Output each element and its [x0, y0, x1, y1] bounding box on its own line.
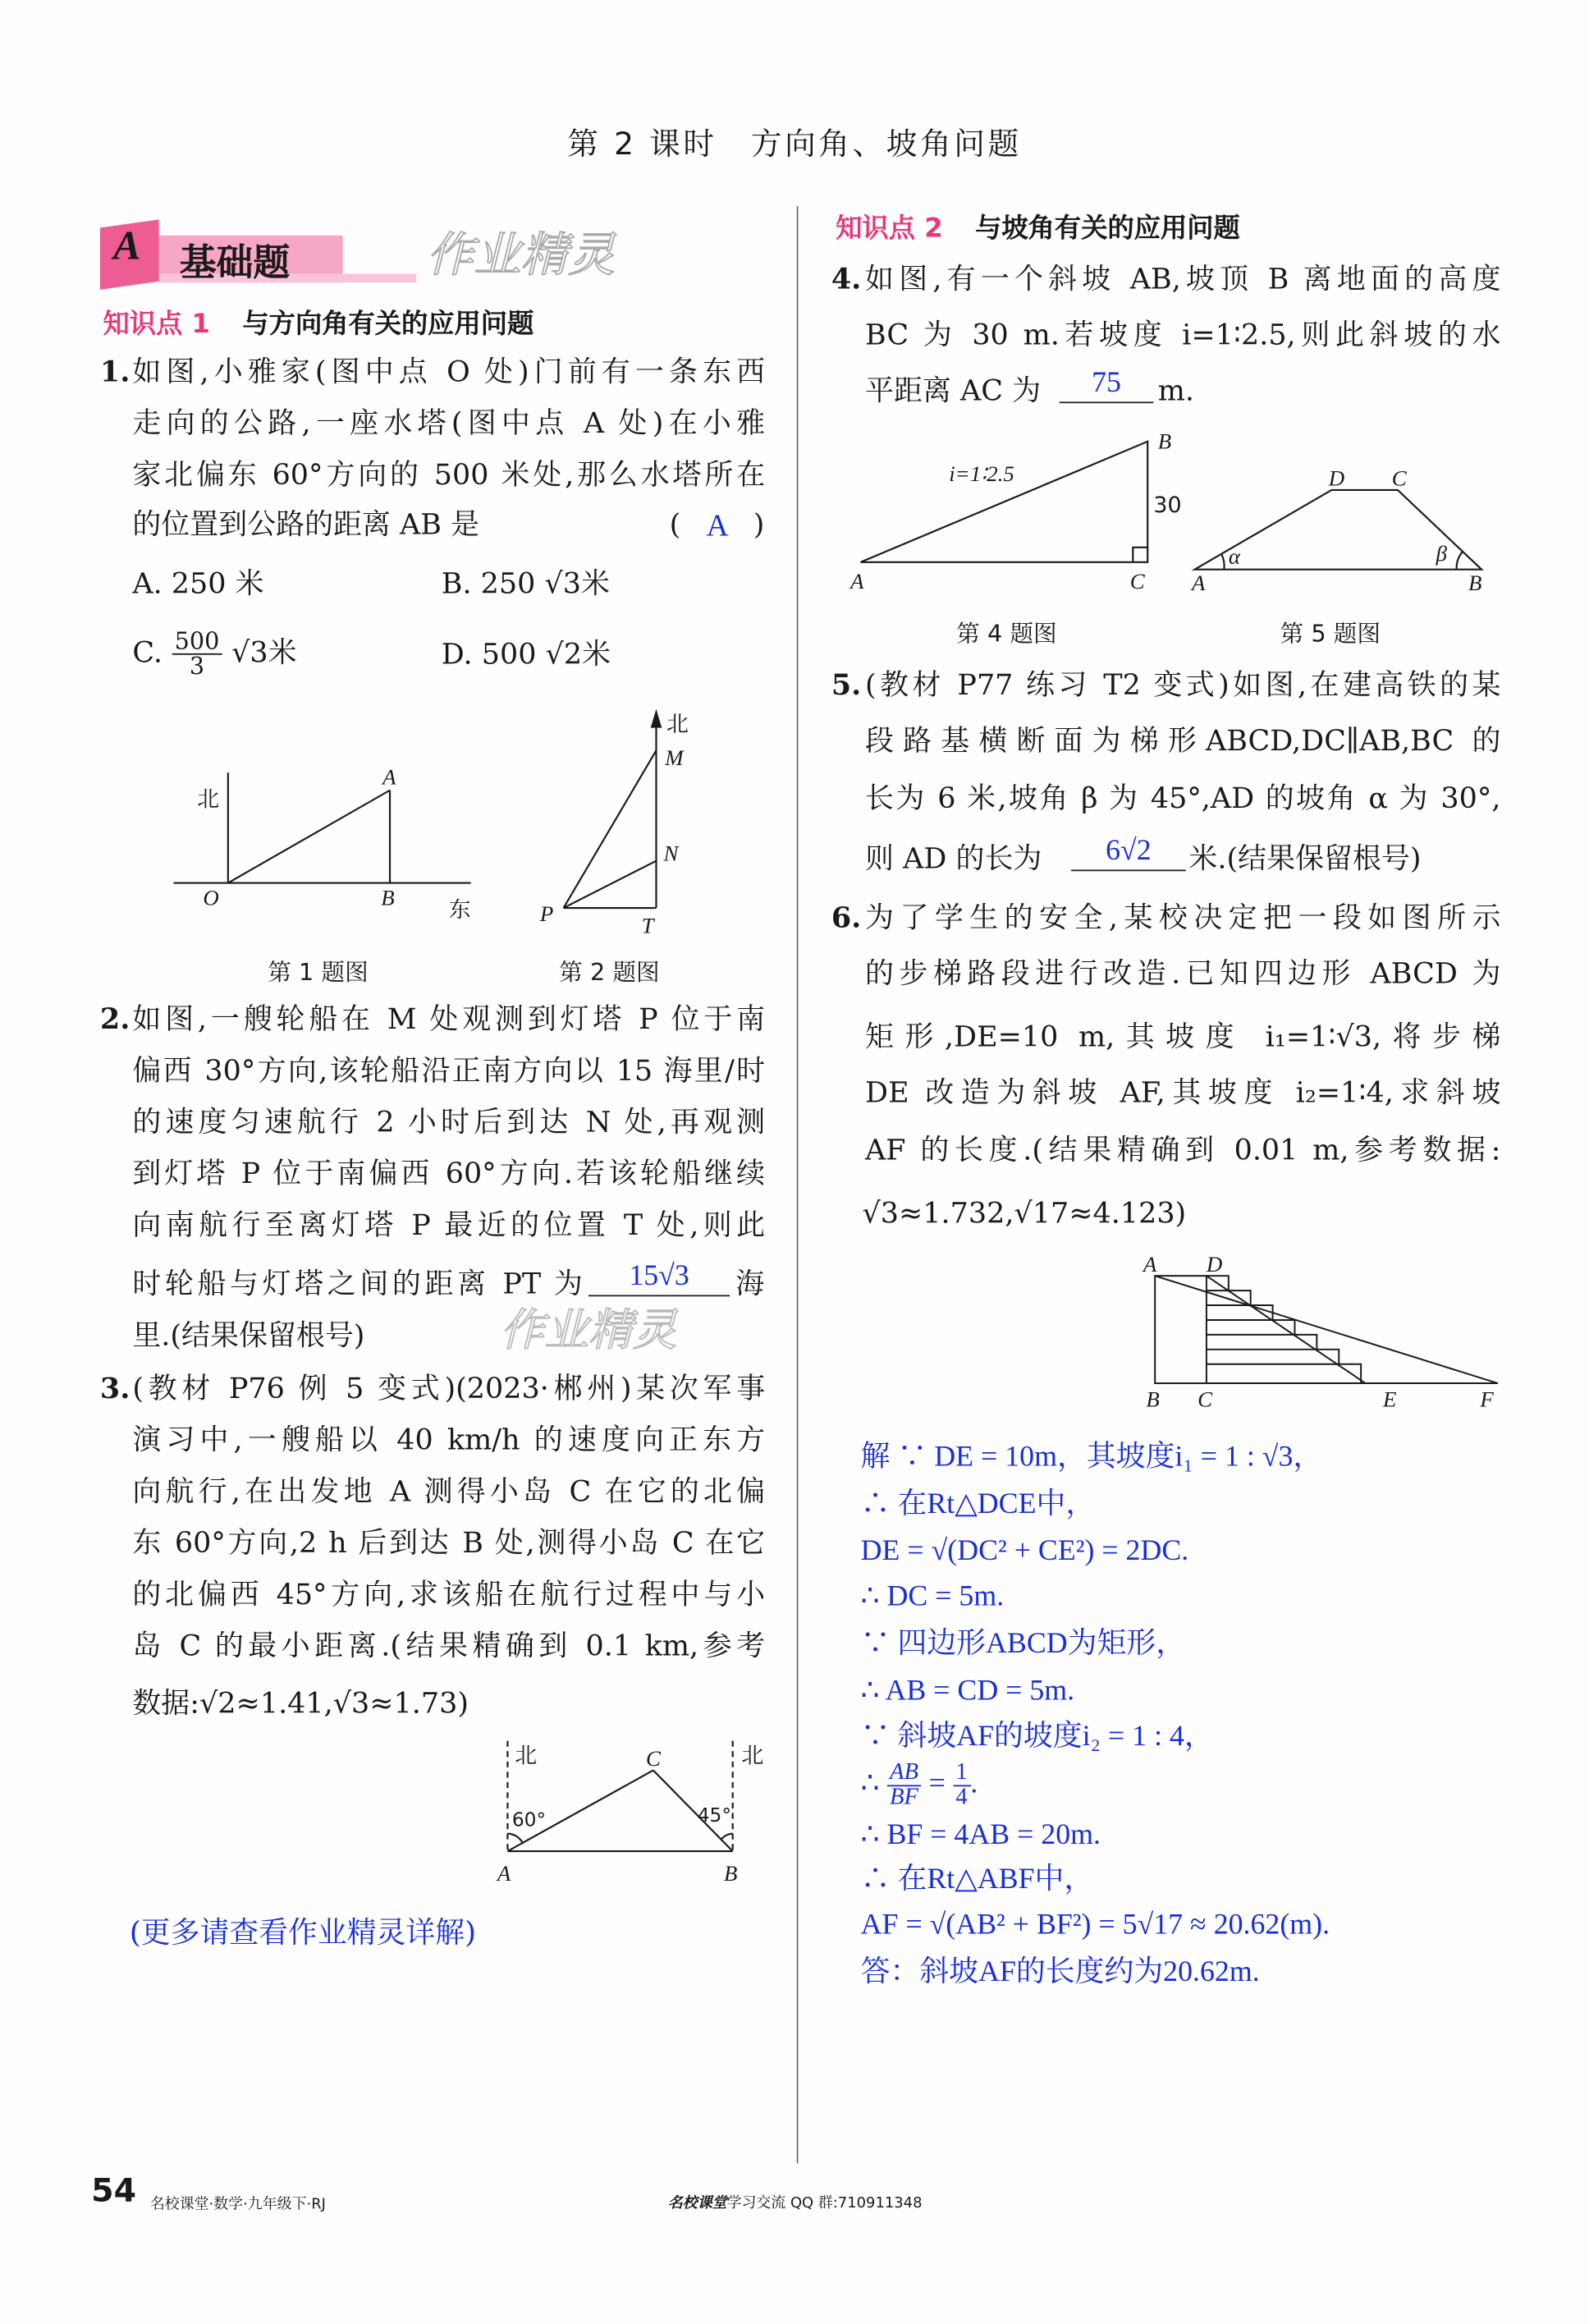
fig1-north: 北 — [197, 786, 220, 813]
q1-line: 家北偏东 60°方向的 500 米处,那么水塔所在 — [132, 457, 766, 492]
watermark: 作业精灵 — [426, 227, 616, 283]
q1-line: 的位置到公路的距离 AB 是 — [132, 507, 480, 542]
fig6-label-C: C — [1197, 1387, 1213, 1412]
kp2-tag: 知识点 2 — [836, 213, 943, 245]
fig4-label-C: C — [1129, 569, 1145, 594]
period: . — [970, 1767, 978, 1800]
solution-line: ∵ 斜坡AF的坡度i₂ = 1 : 4， — [860, 1720, 1214, 1753]
brand-logo: 名校课堂 — [667, 2195, 727, 2212]
solution-line: ∴ 在Rt△ABF中， — [860, 1863, 1094, 1895]
solution-fraction-line — [861, 1757, 978, 1810]
q1-number: 1. — [99, 355, 131, 389]
q1-paren-close: ) — [753, 507, 765, 542]
fig1-label-O: O — [203, 885, 219, 910]
q4-line: BC 为 30 m.若坡度 i=1∶2.5,则此斜坡的水 — [865, 318, 1501, 352]
angle-arc-B — [721, 1834, 732, 1840]
q2-line: 向南航行至离灯塔 P 最近的位置 T 处,则此 — [132, 1208, 766, 1242]
slope-triangle — [861, 442, 1148, 562]
q1-answer: A — [706, 507, 729, 543]
fig3-label-A: A — [497, 1860, 511, 1886]
fig2-label-T: T — [641, 913, 654, 938]
q3-line: 东 60°方向,2 h 后到达 B 处,测得小岛 C 在它 — [132, 1525, 766, 1561]
q2-last-line: 里.(结果保留根号) — [132, 1318, 365, 1353]
fig5-beta: β — [1436, 540, 1447, 566]
fig4-caption: 第 4 题图 — [956, 619, 1057, 648]
angle-arc-A — [507, 1834, 522, 1843]
solution-line: 解 ∵ DE = 10m，其坡度i₁ = 1 : √3， — [860, 1440, 1323, 1474]
kp1-title: 与方向角有关的应用问题 — [242, 309, 534, 341]
kp1-tag: 知识点 1 — [103, 309, 210, 341]
q5-number: 5. — [831, 667, 862, 703]
fig4-height: 30 — [1153, 492, 1182, 518]
q4-line: 平距离 AC 为 — [865, 374, 1042, 408]
q5-after: 米.(结果保留根号) — [1188, 841, 1422, 876]
q6-line: AF 的长度.(结果精确到 0.01 m,参考数据: — [865, 1133, 1501, 1167]
watermark: 作业精灵 — [500, 1305, 677, 1357]
q5-line: (教材 P77 练习 T2 变式)如图,在建高铁的某 — [865, 667, 1501, 703]
solution-line: ∴ DC = 5m. — [860, 1580, 1005, 1613]
fig5-label-A: A — [1191, 570, 1206, 595]
fig3-label-C: C — [645, 1746, 661, 1772]
angle-arc-beta — [1457, 552, 1463, 570]
q2-answer-blank: 15√3 — [588, 1257, 730, 1296]
fig1-caption: 第 1 题图 — [268, 957, 369, 987]
numerator: AB — [886, 1762, 921, 1786]
fig6-label-F: F — [1480, 1387, 1494, 1412]
fig2-caption: 第 2 题图 — [559, 957, 660, 987]
knowledge-point-2 — [836, 208, 1240, 246]
figure-3 — [507, 1741, 732, 1851]
q4-answer-blank: 75 — [1060, 364, 1154, 403]
denominator: BF — [890, 1785, 919, 1810]
fraction-AB-BF — [886, 1759, 921, 1810]
q1-paren-open: ( — [669, 507, 681, 542]
right-angle-mark — [1133, 548, 1147, 562]
segment-DE — [1207, 1276, 1366, 1383]
fig3-north-left: 北 — [515, 1743, 538, 1769]
page-number: 54 — [91, 2173, 137, 2211]
section-letter: A — [113, 223, 141, 270]
fig6-label-D: D — [1206, 1251, 1223, 1277]
kp2-title: 与坡角有关的应用问题 — [975, 213, 1240, 245]
q3-line: (教材 P76 例 5 变式)(2023·郴州)某次军事 — [132, 1371, 766, 1405]
q6-number: 6. — [831, 901, 862, 935]
q3-line: 向航行,在出发地 A 测得小岛 C 在它的北偏 — [132, 1474, 766, 1509]
option-c-prefix: C. — [132, 635, 163, 670]
fig4-label-A: A — [850, 569, 864, 594]
fig1-label-B: B — [381, 885, 395, 910]
q4-after: m. — [1157, 374, 1195, 408]
fig2-label-M: M — [665, 745, 684, 771]
solution-line: ∴ 在Rt△DCE中， — [860, 1487, 1096, 1520]
q2-line: 偏西 30°方向,该轮船沿正南方向以 15 海里/时 — [132, 1053, 766, 1088]
fig5-label-B: B — [1468, 570, 1482, 595]
q6-line: 的步梯路段进行改造.已知四边形 ABCD 为 — [865, 956, 1501, 991]
fig3-angle-45: 45° — [697, 1804, 731, 1827]
fig1-label-A: A — [382, 764, 396, 790]
rectangle-ABCD — [1155, 1276, 1207, 1383]
book-title: 名校课堂·数学·九年级下·RJ — [149, 2197, 326, 2214]
figure-2 — [564, 713, 661, 908]
fig5-alpha: α — [1228, 543, 1240, 569]
q4-line: 如图,有一个斜坡 AB,坡顶 B 离地面的高度 — [865, 262, 1501, 296]
numerator: 500 — [172, 630, 222, 654]
q5-answer-blank: 6√2 — [1071, 832, 1186, 871]
solution-line: 答：斜坡AF的长度约为20.62m. — [860, 1955, 1260, 1988]
q6-line: 矩形,DE=10 m,其坡度 i₁=1∶√3,将步梯 — [865, 1020, 1501, 1054]
q2-line: 如图,一艘轮船在 M 处观测到灯塔 P 位于南 — [132, 1002, 766, 1036]
fig3-north-right: 北 — [741, 1743, 764, 1769]
q6-line: DE 改造为斜坡 AF,其坡度 i₂=1∶4,求斜坡 — [865, 1075, 1501, 1110]
solution-line: AF = √(AB² + BF²) = 5√17 ≈ 20.62(m). — [860, 1908, 1330, 1941]
q1-option-d: D. 500 √2米 — [441, 637, 611, 672]
section-label: 基础题 — [179, 241, 291, 284]
denominator: 4 — [955, 1785, 968, 1810]
angle-arc-alpha — [1221, 553, 1225, 570]
fig1-east: 东 — [448, 896, 471, 923]
solution-line: ∵ 四边形ABCD为矩形， — [860, 1627, 1186, 1661]
fraction-1-4 — [953, 1759, 971, 1810]
q3-line: 的北偏西 45°方向,求该船在航行过程中与小 — [132, 1577, 766, 1611]
q3-line: 演习中,一艘船以 40 km/h 的速度向正东方 — [132, 1423, 766, 1457]
q1-option-a: A. 250 米 — [132, 566, 264, 601]
fig3-angle-60: 60° — [511, 1808, 547, 1831]
fig4-label-B: B — [1157, 429, 1172, 454]
fig6-label-E: E — [1383, 1387, 1397, 1412]
fig3-label-B: B — [723, 1860, 738, 1886]
q2-after: 海 — [735, 1267, 765, 1301]
q6-line: 为了学生的安全,某校决定把一段如图所示 — [865, 901, 1501, 935]
denominator: 3 — [189, 652, 205, 681]
numerator: 1 — [953, 1762, 971, 1786]
q5-line: 长为 6 米,坡角 β 为 45°,AD 的坡角 α 为 30°, — [865, 781, 1501, 816]
q3-line: 岛 C 的最小距离.(结果精确到 0.1 km,参考 — [132, 1629, 766, 1663]
figure-4 — [861, 442, 1148, 562]
qq-group: 学习交流 QQ 群:710911348 — [726, 2195, 923, 2212]
solution-line: ∴ BF = 4AB = 20m. — [860, 1818, 1101, 1852]
q2-line: 的速度匀速航行 2 小时后到达 N 处,再观测 — [132, 1105, 766, 1139]
solution-line: DE = √(DC² + CE²) = 2DC. — [860, 1534, 1189, 1568]
q2-line: 到灯塔 P 位于南偏西 60°方向.若该轮船继续 — [132, 1156, 766, 1191]
fig2-north: 北 — [666, 711, 689, 737]
fig5-caption: 第 5 题图 — [1280, 619, 1381, 648]
more-solutions-link[interactable]: (更多请查看作业精灵详解) — [129, 1914, 477, 1950]
segment-OA — [228, 791, 390, 883]
fig5-label-D: D — [1328, 465, 1345, 491]
fig6-label-B: B — [1146, 1387, 1160, 1412]
q5-before: 则 AD 的长为 — [865, 841, 1042, 876]
fig2-label-N: N — [663, 841, 679, 866]
footer-qq — [668, 2189, 923, 2212]
q1-line: 走向的公路,一座水塔(图中点 A 处)在小雅 — [132, 406, 766, 440]
equals-sign: = — [928, 1767, 946, 1800]
q1-option-b: B. 250 √3米 — [441, 566, 611, 601]
fig2-label-P: P — [539, 901, 554, 927]
lesson-title: 第 2 课时 方向角、坡角问题 — [567, 126, 1022, 163]
q5-line: 段路基横断面为梯形ABCD,DC∥AB,BC 的 — [865, 723, 1501, 759]
q2-line: 时轮船与灯塔之间的距离 PT 为 — [132, 1267, 583, 1301]
fig5-label-C: C — [1391, 465, 1407, 491]
solution-line: ∴ AB = CD = 5m. — [860, 1674, 1075, 1707]
option-c-suffix: √3米 — [231, 635, 297, 670]
q2-number: 2. — [99, 1002, 131, 1036]
q4-number: 4. — [831, 262, 862, 296]
q6-line: √3≈1.732,√17≈4.123) — [862, 1196, 1187, 1231]
q3-number: 3. — [99, 1371, 131, 1405]
fig4-slope: i=1∶2.5 — [949, 461, 1014, 487]
figure-6 — [1155, 1276, 1498, 1383]
fig6-label-A: A — [1143, 1251, 1157, 1277]
q1-line: 如图,小雅家(图中点 O 处)门前有一条东西 — [132, 355, 766, 389]
therefore-symbol: ∴ — [860, 1767, 880, 1800]
north-arrow-icon — [652, 713, 661, 727]
q3-line: 数据:√2≈1.41,√3≈1.73) — [132, 1686, 469, 1721]
